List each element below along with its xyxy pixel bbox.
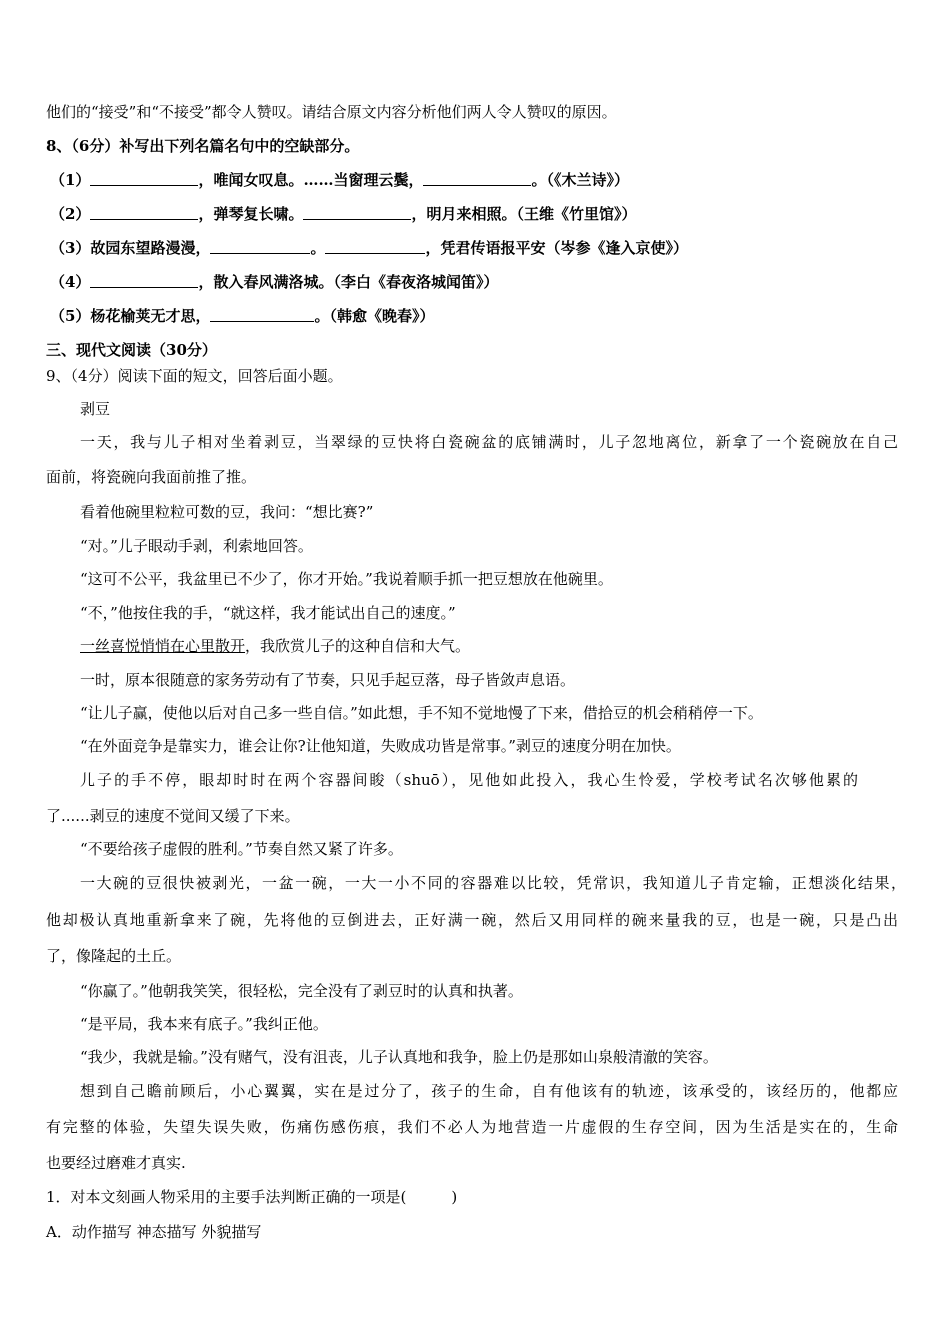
q8-item-2-number: （2） <box>50 205 91 223</box>
p13: “你赢了。”他朝我笑笑，很轻松，完全没有了剥豆时的认真和执著。 <box>80 982 523 1000</box>
q8-item-3-pre: （3）故园东望路漫漫， <box>50 239 211 257</box>
q9-header: 9、（4分）阅读下面的短文，回答后面小题。 <box>46 367 343 385</box>
p5: “不，”他按住我的手，“就这样，我才能试出自己的速度。” <box>80 604 456 622</box>
p1-line-1: 一天，我与儿子相对坐着剥豆，当翠绿的豆快将白瓷碗盆的底铺满时，儿子忽地离位，新拿了一个瓷碗放在自己 <box>80 433 898 451</box>
q8-header: 8、（6分）补写出下列名篇名句中的空缺部分。 <box>46 137 360 155</box>
p16-line-1: 想到自己瞻前顾后，小心翼翼，实在是过分了，孩子的生命，自有他该有的轨迹，该承受的，该经历的，他都应 <box>80 1082 898 1100</box>
q8-item-5 <box>50 306 434 326</box>
p2: 看着他碗里粒粒可数的豆，我问：“想比赛?” <box>80 503 374 521</box>
p7: 一时，原本很随意的家务劳动有了节奏，只见手起豆落，母子皆敛声息语。 <box>80 671 576 689</box>
p6-underlined-phrase: 一丝喜悦悄悄在心里散开 <box>80 637 246 655</box>
q8-item-5-blank[interactable] <box>210 307 314 322</box>
p8: “让儿子赢，使他以后对自己多一些自信。”如此想，手不知不觉地慢了下来，借拾豆的机会稍稍停一下。 <box>80 704 763 722</box>
q8-item-2 <box>50 204 636 224</box>
q8-item-4-number: （4） <box>50 273 91 291</box>
intro-line: 他们的“接受”和“不接受”都令人赞叹。请结合原文内容分析他们两人令人赞叹的原因。 <box>46 103 617 121</box>
q8-item-1-number: （1） <box>50 171 91 189</box>
q8-item-1-blank-a[interactable] <box>90 171 198 186</box>
p12-line-3: 了，像隆起的土丘。 <box>46 947 182 965</box>
section-3-heading: 三、现代文阅读（30分） <box>46 341 217 359</box>
q8-item-3-blank-a[interactable] <box>210 239 310 254</box>
q8-item-1-mid: ，唯闻女叹息。……当窗理云鬓， <box>198 171 424 189</box>
p10-line-2: 了......剥豆的速度不觉间又缓了下来。 <box>46 807 300 825</box>
q8-item-2-blank-a[interactable] <box>90 205 198 220</box>
p15: “我少，我就是输。”没有赌气，没有沮丧，儿子认真地和我争，脸上仍是那如山泉般清澈的笑容。 <box>80 1048 718 1066</box>
q8-item-3-mid: 。 <box>310 239 326 257</box>
q8-item-2-mid: ，弹琴复长啸。 <box>198 205 304 223</box>
p4: “这可不公平，我盆里已不少了，你才开始。”我说着顺手抓一把豆想放在他碗里。 <box>80 570 613 588</box>
article-title: 剥豆 <box>80 400 111 418</box>
p6-rest: ，我欣赏儿子的这种自信和大气。 <box>245 637 471 655</box>
p16-line-2: 有完整的体验，失望失误失败，伤痛伤感伤痕，我们不必人为地营造一片虚假的生存空间，因为生活是实在的，生命 <box>46 1118 898 1136</box>
p1-line-2: 面前，将瓷碗向我面前推了推。 <box>46 468 257 486</box>
sub-question-1-stem: 1．对本文刻画人物采用的主要手法判断正确的一项是( ) <box>46 1188 458 1206</box>
p12-line-1: 一大碗的豆很快被剥光，一盆一碗，一大一小不同的容器难以比较，凭常识，我知道儿子肯定输，正想淡化结果， <box>80 874 906 892</box>
q8-item-5-pre: （5）杨花榆荚无才思， <box>50 307 211 325</box>
p10-line-1: 儿子的手不停，眼却时时在两个容器间睃（shuō），见他如此投入，我心生怜爱，学校考试名次够他累的 <box>80 771 858 789</box>
q8-item-1-source: 。（《木兰诗》） <box>531 171 629 189</box>
q8-item-3 <box>50 238 688 258</box>
q8-item-1-blank-b[interactable] <box>423 171 531 186</box>
p3: “对。”儿子眼动手剥，利索地回答。 <box>80 537 313 555</box>
p16-line-3: 也要经过磨难才真实. <box>46 1154 186 1172</box>
p9: “在外面竞争是靠实力，谁会让你?让他知道，失败成功皆是常事。”剥豆的速度分明在加快。 <box>80 737 681 755</box>
q8-item-2-blank-b[interactable] <box>303 205 411 220</box>
p14: “是平局，我本来有底子。”我纠正他。 <box>80 1015 328 1033</box>
q8-item-2-source: ，明月来相照。（王维《竹里馆》） <box>411 205 637 223</box>
p11: “不要给孩子虚假的胜利。”节奏自然又紧了许多。 <box>80 840 403 858</box>
q8-item-1 <box>50 170 629 190</box>
q8-item-3-source: ，凭君传语报平安（岑参《逢入京使》） <box>425 239 688 257</box>
q8-item-5-source: 。（韩愈《晚春》） <box>314 307 435 325</box>
q8-item-4-source: ，散入春风满洛城。（李白《春夜洛城闻笛》） <box>198 273 499 291</box>
p6 <box>80 636 470 656</box>
q8-item-4-blank[interactable] <box>90 273 198 288</box>
p12-line-2: 他却极认真地重新拿来了碗，先将他的豆倒进去，正好满一碗，然后又用同样的碗来量我的豆，也是一碗，只是凸出 <box>46 911 898 929</box>
q8-item-3-blank-b[interactable] <box>325 239 425 254</box>
sub-question-1-option-a[interactable]: A．动作描写 神态描写 外貌描写 <box>46 1223 262 1241</box>
q8-item-4 <box>50 272 498 292</box>
